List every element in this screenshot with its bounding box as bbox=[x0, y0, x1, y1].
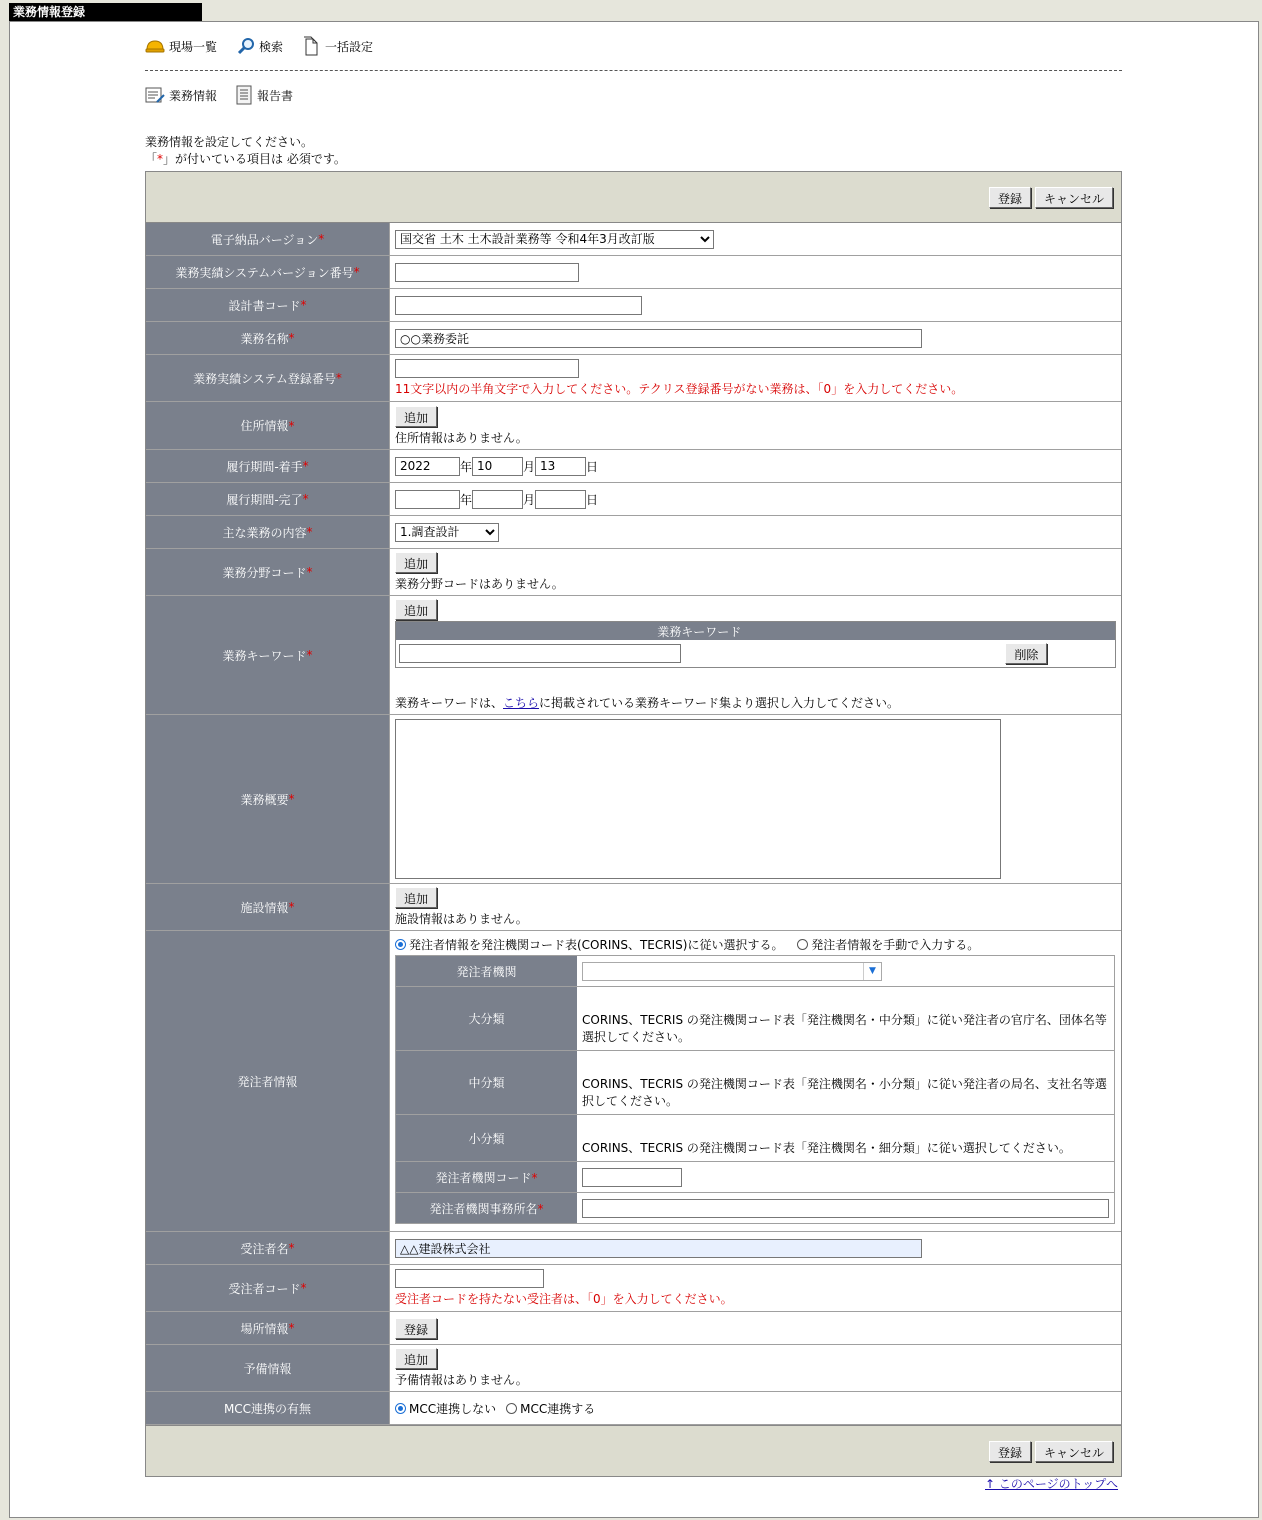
row-work-name bbox=[146, 322, 1121, 355]
spare-note: 予備情報はありません。 bbox=[395, 1373, 528, 1387]
start-day-input[interactable] bbox=[535, 457, 586, 476]
main-content-select[interactable] bbox=[395, 523, 499, 542]
register-button[interactable]: 登録 bbox=[989, 187, 1031, 208]
orderer-minor-label: 小分類 bbox=[396, 1115, 578, 1162]
row-address bbox=[146, 402, 1121, 450]
label-reg-number: 業務実績システム登録番号 * bbox=[146, 355, 390, 401]
label-design-code: 設計書コード * bbox=[146, 289, 390, 321]
keyword-delete-button[interactable]: 削除 bbox=[1005, 643, 1047, 664]
label-main-content: 主な業務の内容 * bbox=[146, 516, 390, 548]
keyword-add-button[interactable]: 追加 bbox=[395, 599, 437, 620]
end-month-input[interactable] bbox=[472, 490, 523, 509]
nav-search[interactable] bbox=[237, 37, 283, 55]
label-contractor-code: 受注者コード * bbox=[146, 1265, 390, 1311]
system-version-input[interactable] bbox=[395, 263, 579, 282]
row-spare bbox=[146, 1345, 1121, 1392]
orderer-radio-select[interactable]: 発注者情報を発注機関コード表(CORINS、TECRIS)に従い選択する。 bbox=[395, 936, 783, 953]
label-orderer: 発注者情報 bbox=[146, 931, 390, 1231]
label-field-code: 業務分野コード * bbox=[146, 549, 390, 595]
label-address: 住所情報 * bbox=[146, 402, 390, 449]
contractor-code-error: 受注者コードを持たない受注者は、「0」を入力してください。 bbox=[395, 1292, 733, 1306]
field-code-note: 業務分野コードはありません。 bbox=[395, 577, 564, 591]
label-period-end: 履行期間-完了 * bbox=[146, 483, 390, 515]
row-orderer bbox=[146, 931, 1121, 1232]
row-summary bbox=[146, 715, 1121, 884]
row-system-version bbox=[146, 256, 1121, 289]
row-field-code bbox=[146, 549, 1121, 596]
cancel-button-bottom[interactable]: キャンセル bbox=[1035, 1441, 1113, 1462]
bottom-toolbar bbox=[146, 1425, 1121, 1476]
label-contractor-name: 受注者名 * bbox=[146, 1232, 390, 1264]
register-button-bottom[interactable]: 登録 bbox=[989, 1441, 1031, 1462]
design-code-input[interactable] bbox=[395, 296, 642, 315]
keyword-column-header: 業務キーワード bbox=[396, 622, 1003, 641]
helmet-icon bbox=[145, 38, 165, 54]
form-edit-icon bbox=[145, 85, 165, 105]
keyword-table bbox=[395, 621, 1116, 668]
window-title: 業務情報登録 bbox=[9, 3, 202, 21]
row-mcc bbox=[146, 1392, 1121, 1425]
facility-note: 施設情報はありません。 bbox=[395, 912, 528, 926]
reg-number-error: 11文字以内の半角文字で入力してください。テクリス登録番号がない業務は、「0」を入力してください。 bbox=[395, 382, 964, 396]
orderer-agency-label: 発注者機関 bbox=[396, 956, 578, 987]
keyword-column-blank bbox=[1002, 622, 1115, 641]
end-day-input[interactable] bbox=[535, 490, 586, 509]
start-month-input[interactable] bbox=[472, 457, 523, 476]
nav-bulk-settings-label: 一括設定 bbox=[325, 39, 374, 54]
summary-textarea[interactable] bbox=[395, 719, 1001, 879]
orderer-table bbox=[395, 955, 1115, 1224]
reg-number-input[interactable] bbox=[395, 359, 579, 378]
divider bbox=[145, 70, 1122, 71]
address-note: 住所情報はありません。 bbox=[395, 430, 528, 445]
orderer-major-note: CORINS、TECRIS の発注機関コード表「発注機関名・中分類」に従い発注者の官庁名、団体名等選択してください。 bbox=[577, 987, 1115, 1051]
nav-bulk-settings[interactable] bbox=[303, 36, 373, 56]
orderer-agency-code-input[interactable] bbox=[582, 1168, 682, 1187]
label-period-start: 履行期間-着手 * bbox=[146, 450, 390, 482]
row-main-content bbox=[146, 516, 1121, 549]
orderer-office-name-input[interactable] bbox=[582, 1199, 1109, 1218]
orderer-middle-note: CORINS、TECRIS の発注機関コード表「発注機関名・小分類」に従い発注者の局名、支社名等選択してください。 bbox=[577, 1051, 1115, 1115]
top-toolbar bbox=[146, 172, 1121, 223]
top-nav bbox=[145, 35, 373, 57]
magnifier-icon bbox=[237, 37, 255, 55]
radio-unchecked-icon bbox=[506, 1403, 517, 1414]
keyword-input[interactable] bbox=[399, 644, 681, 663]
row-period-start: 履行期間-着手 * 2022 年 10 月 13 日 bbox=[146, 450, 1121, 483]
tab-report-label: 報告書 bbox=[257, 88, 294, 103]
version-select[interactable] bbox=[395, 230, 714, 249]
row-facility bbox=[146, 884, 1121, 931]
mcc-radio-on[interactable]: MCC連携する bbox=[506, 1400, 595, 1417]
intro-text bbox=[145, 134, 346, 168]
row-version bbox=[146, 223, 1121, 256]
orderer-major-label: 大分類 bbox=[396, 987, 578, 1051]
work-name-input[interactable] bbox=[395, 329, 922, 348]
label-location: 場所情報 * bbox=[146, 1312, 390, 1344]
chevron-down-icon: ▼ bbox=[863, 963, 881, 980]
tab-report[interactable] bbox=[235, 85, 293, 105]
intro-line-2: 「*」が付いている項目は 必須です。 bbox=[145, 152, 346, 166]
label-version: 電子納品バージョン * bbox=[146, 223, 390, 255]
radio-checked-icon bbox=[395, 1403, 406, 1414]
orderer-mode-radios bbox=[395, 936, 1116, 953]
sub-nav bbox=[145, 84, 293, 106]
orderer-radio-manual[interactable]: 発注者情報を手動で入力する。 bbox=[797, 936, 979, 953]
nav-site-list[interactable] bbox=[145, 38, 217, 55]
row-contractor-code bbox=[146, 1265, 1121, 1312]
mcc-radio-off[interactable]: MCC連携しない bbox=[395, 1400, 496, 1417]
row-keyword bbox=[146, 596, 1121, 715]
end-year-input[interactable] bbox=[395, 490, 460, 509]
label-work-name: 業務名称 * bbox=[146, 322, 390, 354]
radio-checked-icon bbox=[395, 939, 406, 950]
contractor-name-input[interactable] bbox=[395, 1239, 922, 1258]
orderer-agency-code-label: 発注者機関コード* bbox=[396, 1162, 578, 1193]
keyword-note: 業務キーワードは、こちらに掲載されている業務キーワード集より選択し入力してください。 bbox=[395, 696, 900, 710]
page-top-link[interactable]: ↑ このページのトップへ bbox=[985, 1477, 1119, 1491]
keyword-list-link[interactable]: こちら bbox=[503, 696, 540, 710]
label-system-version: 業務実績システムバージョン番号 * bbox=[146, 256, 390, 288]
label-mcc: MCC連携の有無 bbox=[146, 1392, 390, 1424]
row-period-end: 履行期間-完了 * 年 月 日 bbox=[146, 483, 1121, 516]
label-facility: 施設情報 * bbox=[146, 884, 390, 930]
start-year-input[interactable] bbox=[395, 457, 460, 476]
orderer-agency-combo[interactable] bbox=[582, 962, 882, 981]
nav-search-label: 検索 bbox=[259, 39, 284, 54]
report-icon bbox=[235, 85, 253, 105]
label-summary: 業務概要 * bbox=[146, 715, 390, 883]
row-design-code bbox=[146, 289, 1121, 322]
row-reg-number bbox=[146, 355, 1121, 402]
label-keyword: 業務キーワード * bbox=[146, 596, 390, 714]
location-register-button[interactable]: 登録 bbox=[395, 1318, 437, 1339]
orderer-minor-note: CORINS、TECRIS の発注機関コード表「発注機関名・細分類」に従い選択してください。 bbox=[577, 1115, 1115, 1162]
label-spare: 予備情報 bbox=[146, 1345, 390, 1391]
facility-add-button[interactable]: 追加 bbox=[395, 887, 437, 908]
contractor-code-input[interactable] bbox=[395, 1269, 544, 1288]
document-icon bbox=[303, 36, 321, 56]
tab-work-info-label: 業務情報 bbox=[169, 88, 218, 103]
orderer-middle-label: 中分類 bbox=[396, 1051, 578, 1115]
nav-site-list-label: 現場一覧 bbox=[169, 39, 218, 54]
address-add-button[interactable]: 追加 bbox=[395, 406, 437, 427]
cancel-button[interactable]: キャンセル bbox=[1035, 187, 1113, 208]
tab-work-info[interactable] bbox=[145, 85, 217, 105]
work-info-form bbox=[145, 171, 1122, 1477]
radio-unchecked-icon bbox=[797, 939, 808, 950]
orderer-office-name-label: 発注者機関事務所名* bbox=[396, 1193, 578, 1224]
row-contractor-name bbox=[146, 1232, 1121, 1265]
field-code-add-button[interactable]: 追加 bbox=[395, 552, 437, 573]
row-location bbox=[146, 1312, 1121, 1345]
spare-add-button[interactable]: 追加 bbox=[395, 1348, 437, 1369]
intro-line-1: 業務情報を設定してください。 bbox=[145, 135, 314, 149]
